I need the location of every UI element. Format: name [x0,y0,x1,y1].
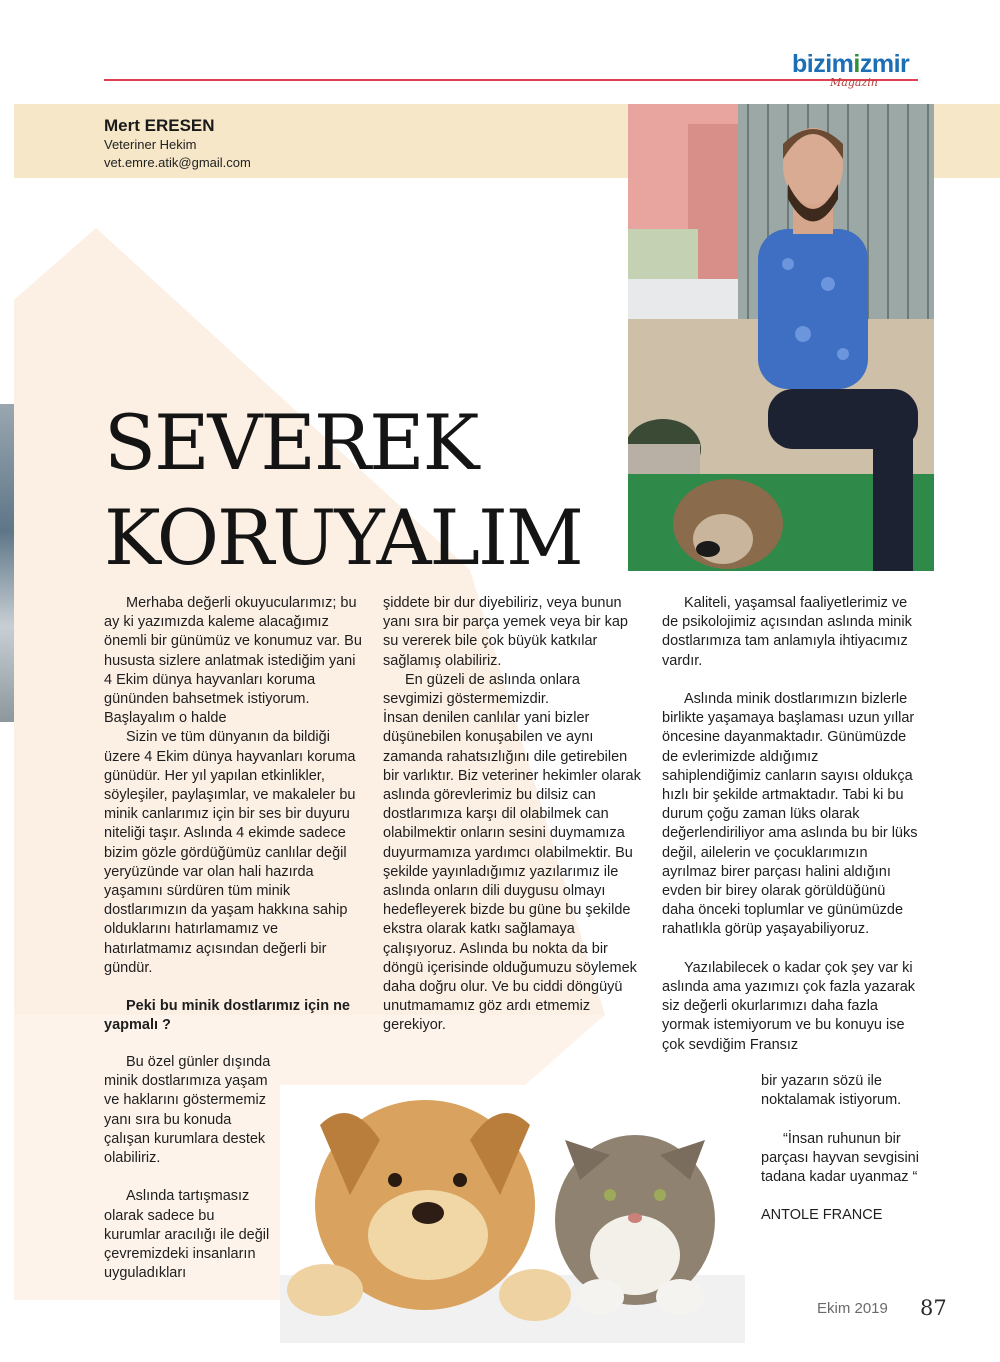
author-title: Veteriner Hekim [104,137,197,152]
left-edge-image-strip [0,404,14,722]
headline-line-2: KORUYALIM [104,493,582,582]
paragraph: Aslında tartışmasız olarak sadece bu kurumlar aracılığı ile değil çevremizdeki insanların uyguladıkları [104,1188,270,1282]
author-email[interactable]: vet.emre.atik@gmail.com [104,155,251,170]
paragraph: şiddete bir dur diyebiliriz, veya bunun yanı sıra bir parça yemek veya bir kap su vererek bile çok büyük katkılar sağlamış olabiliriz. [383,595,628,669]
article-column-3 [662,594,920,1055]
paragraph: Sizin ve tüm dünyanın da bildiği üzere 4 Ekim dünya hayvanları koruma günüdür. Her yıl yapılan etkinlikler, söyleşiler, paylaşımlar, ve makaleler bu minik canlarımız için bir ses bir duyuru niteliği taşır. Aslında 4 ekimde sadece bizim gözle gördüğümüz canlılar değil yeryüzünde var olan hali hazırda yaşamını sürdüren tüm minik dostlarımızın da yaşam hakkına sahip olduklarını hatırlamamız ve hatırlatmamız açısından değerli bir gündür. [104,729,356,976]
paragraph: İnsan denilen canlılar yani bizler düşünebilen konuşabilen ve aynı zamanda rahatsızlığını dile getirebilen bir varlıktır. Biz veteriner hekimler olarak aslında görevlerimiz bu dilsiz can dostlarımıza karşı dil olabilmek can olabilmektir onların sesini duymamıza duyurmamıza yardımcı olabilmektir. Bu şekilde yayınladığımız yazılarımız ile aslında onların dili duygusu olmayı hedefleyerek bizde bu güne bu şekilde ekstra olarak katkı sağlamaya çalışıyoruz. Aslında bu nokta da bir döngü içerisinde olduğumuzu söylemek daha doğru olur. Ve bu ciddi döngüyü unutmamamız göz ardı etmemiz gerekiyor. [383,710,641,1034]
paragraph: Bu özel günler dışında minik dostlarımıza yaşam ve haklarını göstermemiz yanı sıra bu konuda çalışan kurumlara destek olabiliriz. [104,1054,271,1167]
magazine-logo[interactable]: bizimizmir Magazin [792,50,910,89]
paragraph: Aslında minik dostlarımızın bizlerle birlikte yaşamaya başlaması uzun yıllar öncesine dayanmaktadır. Günümüzde de evlerimizde aldığımız sahiplendiğimiz canların sayısı oldukça hızlı bir şekilde artmaktadır. Tabi ki bu durum çoğu zaman lüks olarak değerlendiriliyor ama aslında bu bir lüks değil, ailelerin ve çocuklarımızın ayrılmaz birer parçası halini aldığını evden bir birey olarak görüldüğünü daha önceki toplumlar ve günümüzde rahatlıkla görüp yaşayabiliyoruz. [662,691,918,938]
footer-issue-date: Ekim 2019 [817,1300,888,1317]
article-column-1 [104,594,362,1036]
quote: “İnsan ruhunun bir parçası hayvan sevgisini tadana kadar uyanmaz “ [761,1130,919,1185]
headline-line-1: SEVEREK [104,398,478,487]
paragraph: Merhaba değerli okuyucularımız; bu ay ki yazımızda kaleme alacağımız önemli bir günümüz ve konumuz var. Bu hususta sizlere anlatmak istediğim yani 4 Ekim dünya hayvanları koruma gününden bahsetmek istiyorum. Başlayalım o halde [104,595,362,727]
page-number: 87 [920,1296,947,1320]
paragraph: En güzeli de aslında onlara sevgimizi göstermemizdir. [383,671,580,708]
author-photo [628,104,934,571]
quote-author: ANTOLE FRANCE [761,1207,883,1224]
paragraph: Yazılabilecek o kadar çok şey var ki aslında ama yazımızı çok fazla yazarak siz değerli okurlarımızı daha fazla yormak istemiyorum ve bu konuyu ise çok sevdiğim Fransız [662,959,916,1053]
article-column-2 [383,594,641,1036]
author-name: Mert ERESEN [104,116,215,135]
paragraph: Kaliteli, yaşamsal faaliyetlerimiz ve de psikolojimiz açısından aslında minik dostlarımıza tam anlamıyla ihtiyacımız vardır. [662,595,912,669]
pets-photo [280,1085,745,1343]
article-column-1-continued [104,1053,274,1283]
paragraph: bir yazarın sözü ile noktalamak istiyorum. [761,1073,902,1109]
subheading: Peki bu minik dostlarımız için ne yapmalı ? [104,998,350,1034]
article-column-3-continued [761,1072,921,1226]
